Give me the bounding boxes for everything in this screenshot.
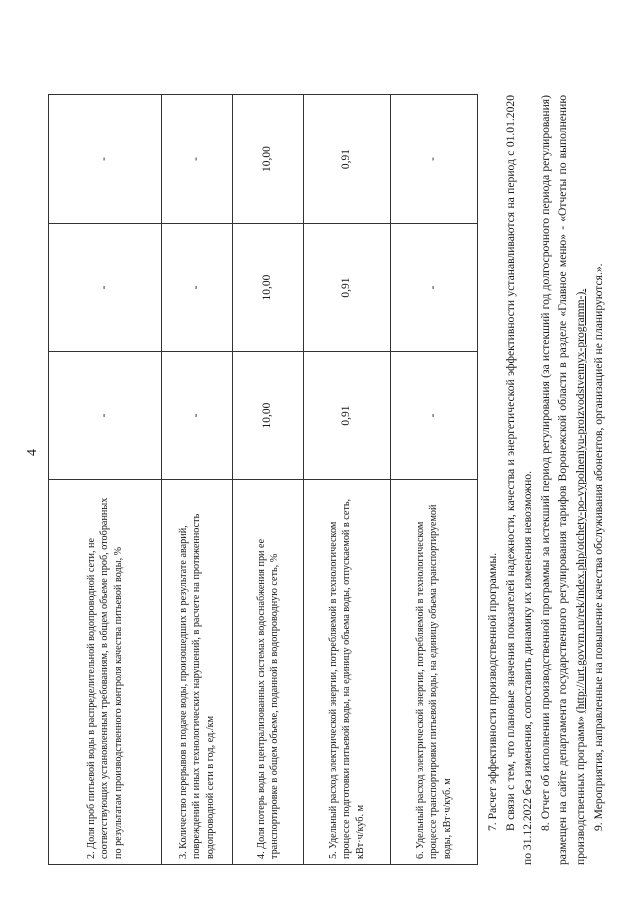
reports-link[interactable]: (http://urt.govvrn.ru/rek/index.php/otchety-po-vypolneniyu-proizvodstvennyx-programm-). — [573, 288, 587, 714]
indicator-value-2022: - — [162, 95, 233, 224]
indicator-description: 4. Доля потерь воды в централизованных системах водоснабжения при ее транспортировке в общем объеме, поданной в водопроводную сеть, % — [233, 480, 304, 865]
section-8-paragraph — [537, 95, 590, 865]
indicator-value-2020: 0,91 — [304, 352, 391, 480]
section-7-heading: 7. Расчет эффективности производственной программы. — [486, 552, 499, 831]
section-8-text: 8. Отчет об исполнении производственной программы за истекший период регулирования (за истекший год долгосрочного периода регулирования) размещен на сайте департамента государственного регулирования тарифов Воронежской области в разделе «Главное меню» - «Отчеты по выполнению производственных программ» — [538, 95, 587, 865]
section-9-paragraph: 9. Мероприятия, направленные на повышение качества обслуживания абонентов, организацией не планируются.». — [591, 263, 605, 831]
table-row — [233, 95, 304, 865]
table-row — [162, 95, 233, 865]
indicator-value-2022: 0,91 — [304, 95, 391, 224]
table-row — [391, 95, 478, 865]
body-text — [484, 95, 607, 865]
table-row — [304, 95, 391, 865]
section-7-paragraph: В связи с тем, что плановые значения показателей надежности, качества и энергетической эффективности устанавливаются на период с 01.01.2020 по 31.12.2022 без изменения, сопоставить динамику их изменения невозможно. — [503, 95, 535, 865]
indicator-description: 3. Количество перерывов в подаче воды, произошедших в результате аварий, повреждений и иных технологических нарушений, в расчете на протяженность водопроводной сети в год, ед./км — [162, 480, 233, 865]
table-row — [49, 95, 162, 865]
indicator-value-2022: - — [49, 95, 162, 224]
indicator-value-2021: - — [162, 224, 233, 352]
indicator-value-2021: - — [391, 224, 478, 352]
indicator-description: 5. Удельный расход электрической энергии, потребляемой в технологическом процессе подготовки питьевой воды, на единицу объема воды, отпускаемой в сеть, кВт·ч/куб. м — [304, 480, 391, 865]
indicator-value-2021: 10,00 — [233, 224, 304, 352]
page-number: 4 — [25, 449, 40, 456]
indicators-table — [48, 94, 478, 865]
indicator-value-2020: - — [49, 352, 162, 480]
indicator-value-2022: 10,00 — [233, 95, 304, 224]
indicator-value-2020: - — [391, 352, 478, 480]
indicator-value-2021: - — [49, 224, 162, 352]
indicator-value-2020: 10,00 — [233, 352, 304, 480]
indicator-description: 2. Доля проб питьевой воды в распределительной водопроводной сети, не соответствующих установленным требованиям, в общем объеме проб, отобранных по результатам производственного контроля качества питьевой воды, % — [49, 480, 162, 865]
indicator-value-2020: - — [162, 352, 233, 480]
indicator-value-2022: - — [391, 95, 478, 224]
indicator-value-2021: 0,91 — [304, 224, 391, 352]
indicator-description: 6. Удельный расход электрической энергии, потребляемой в технологическом процессе транспортировки питьевой воды, на единицу объема транспортируемой воды, кВт·ч/куб. м — [391, 480, 478, 865]
